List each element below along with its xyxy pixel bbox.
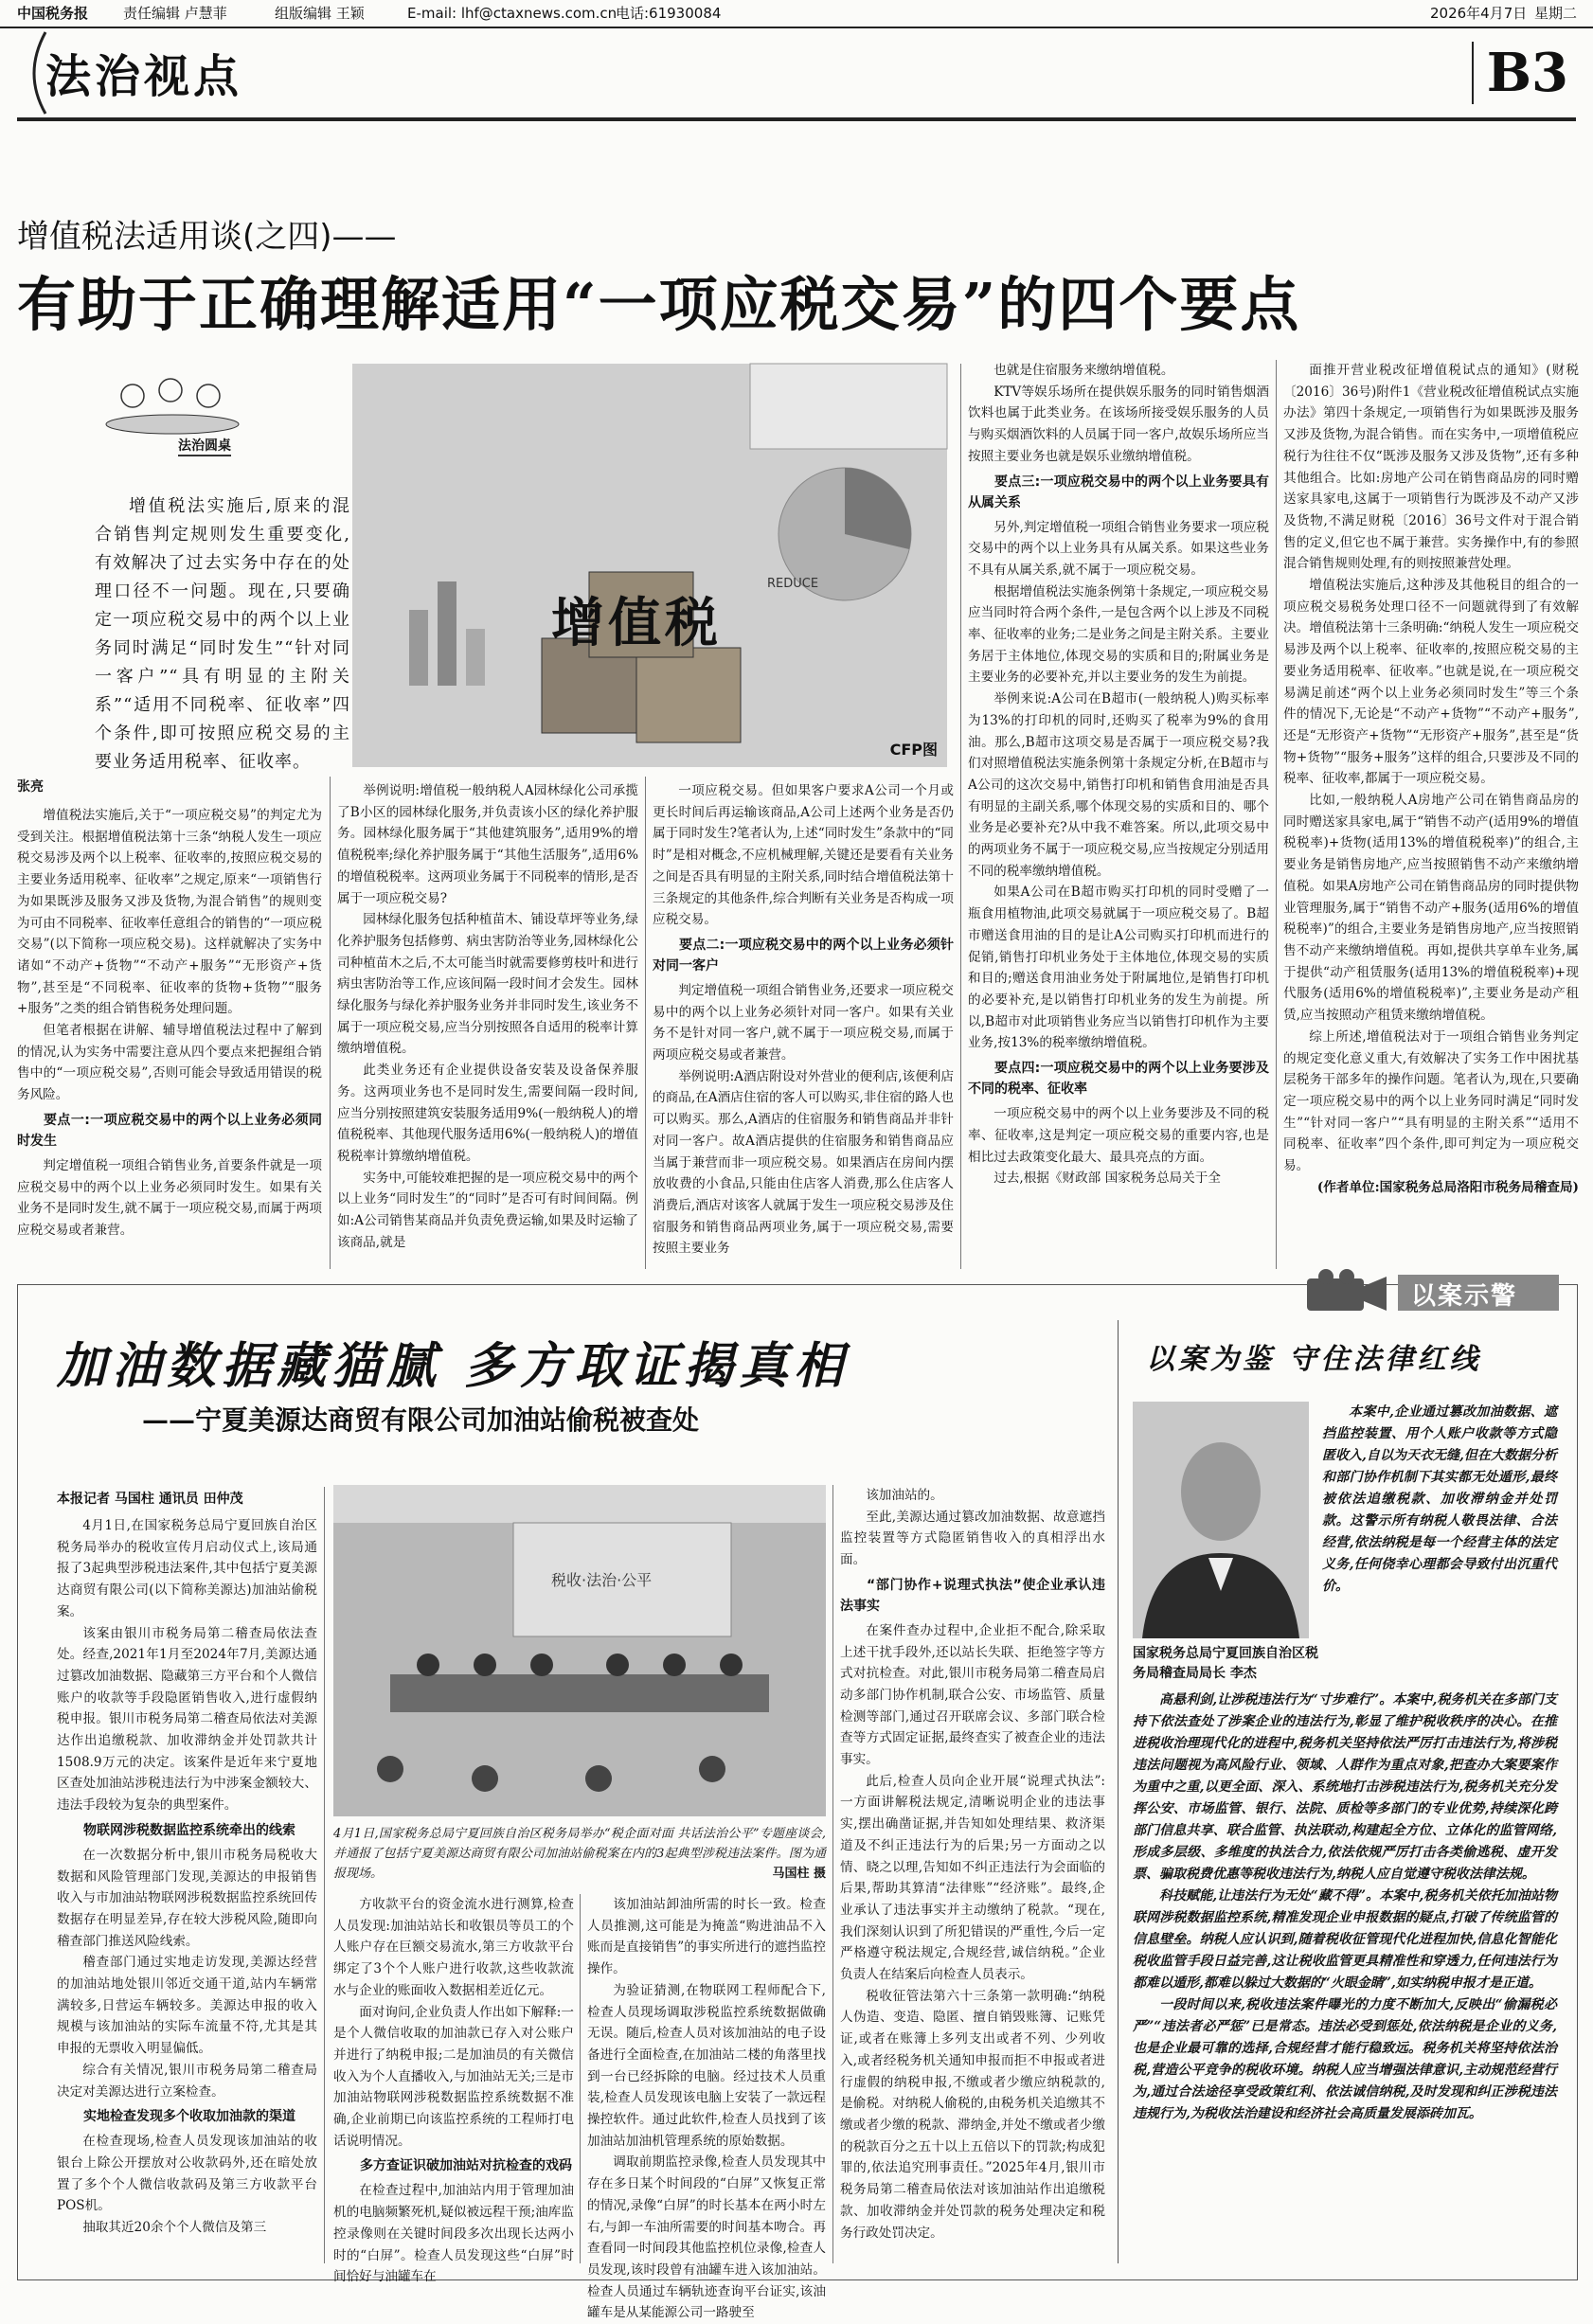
paragraph: 至此,美源达通过篡改加油数据、故意遮挡监控装置等方式隐匿销售收入的真相浮出水面。 xyxy=(840,1509,1105,1568)
paper-name: 中国税务报 xyxy=(17,5,89,22)
paragraph: 园林绿化服务包括种植苗木、铺设草坪等业务,绿化养护服务包括修剪、病虫害防治等业务,园林绿化公司种植苗木之后,不太可能当时就需要修剪枝叶和进行病虫害防治等工作,应该间隔一段时间才会发生。园林绿化服务与绿化养护服务业务并非同时发生,该业务不属于一项应税交易,应当分别按照各自适用的税率计算缴纳增值税。 xyxy=(337,912,638,1057)
column-rule xyxy=(832,1485,833,2263)
author-unit: (作者单位:国家税务总局洛阳市税务局稽查局) xyxy=(1316,1179,1579,1195)
paragraph: 高悬利剑,让涉税违法行为“寸步难行”。本案中,税务机关在多部门支持下依法查处了涉案企业的违法行为,彰显了维护税收秩序的决心。在推进税收治理现代化的进程中,税务机关坚持依法严厉打击违法行为,将涉税违法问题视为高风险行业、领域、人群作为重点对象,把查办大案要案作为重中之重,以更全面、深入、系统地打击涉税违法行为,税务机关充分发挥公安、市场监管、银行、法院、质检等多部门的专业优势,持续深化跨部门信息共享、联合监管、执法联动,构建起全方位、立体化的监管网络,形成多层级、多维度的执法合力,依法依规严厉打击各类偷逃税、虚开发票、骗取税费优惠等税收违法行为,纳税人应自觉遵守税收法律法规。 xyxy=(1133,1692,1557,1882)
roundtable-illustration-icon xyxy=(95,367,256,458)
paragraph: 方收款平台的资金流水进行测算,检查人员发现:加油站站长和收银员等员工的个人账户存在巨额交易流水,第三方收款平台绑定了3个个人账户进行收款,这些收款流水与企业的账面收入数据相差近亿元。 xyxy=(333,1897,574,1998)
sub4-heading: “部门协作+说理式执法”使企业承认违法事实 xyxy=(840,1577,1105,1614)
paragraph: 一段时间以来,税收违法案件曝光的力度不断加大,反映出“偷漏税必严”“违法者必严惩”已是常态。违法必受到惩处,依法纳税是企业的义务,也是企业最可靠的选择,合规经营才能行稳致远。税务机关将坚持依法治税,营造公平竞争的税收环境。纳税人应当增强法律意识,主动规范经营行为,通过合法途径享受政策红利、依法诚信纳税,及时发现和纠正涉税违法违规行为,为税收法治建设和经济社会高质量发展添砖加瓦。 xyxy=(1133,1997,1557,2121)
photo-credit: CFP图 xyxy=(889,741,938,759)
column-badge-label: 法治圆桌 xyxy=(178,436,231,456)
column-rule xyxy=(330,777,331,1269)
paragraph: 综合有关情况,银川市税务局第二稽查局决定对美源达进行立案检查。 xyxy=(57,2062,317,2100)
date: 2026年4月7日 xyxy=(1430,5,1528,22)
paragraph: 在检查现场,检查人员发现该加油站的收银台上除公开摆放对公收款码外,还在暗处放置了多个个人微信收款码及第三方收款平台POS机。 xyxy=(57,2134,317,2214)
paragraph: 为验证猜测,在物联网工程师配合下,检查人员现场调取涉税监控系统数据做确无误。随后,检查人员对该加油站的电子设备进行全面检查,在加油站二楼的角落里找到一台已经拆除的电脑。经过技术人员重装,检查人员发现该电脑上安装了一款远程操控软件。通过此软件,检查人员找到了该加油站加油机管理系统的原始数据。 xyxy=(587,1982,826,2149)
sub3-heading: 多方查证识破加油站对抗检查的戏码 xyxy=(360,2158,572,2174)
paragraph: 该案由银川市税务局第二稽查局依法查处。经查,2021年1月至2024年7月,美源达通过篡改加油数据、隐藏第三方平台和个人微信账户的收款等手段隐匿销售收入,进行虚假纳税申报。银川市税务局第二稽查局依法对美源达作出追缴税款、加收滞纳金并处罚款共计1508.9万元的决定。该案件是近年来宁夏地区查处加油站涉税违法行为中涉案金额较大、违法手段较为复杂的典型案件。 xyxy=(57,1625,317,1814)
article1-photo xyxy=(352,364,947,767)
sub1-heading: 物联网涉税数据监控系统牵出的线索 xyxy=(83,1822,295,1838)
case-badge xyxy=(1307,1269,1563,1314)
article1-col3 xyxy=(653,780,954,1269)
paragraph: 判定增值税一项组合销售业务,还要求一项应税交易中的两个以上业务必须针对同一客户。如果有关业务不是针对同一客户,就不属于一项应税交易,而属于两项应税交易或者兼营。 xyxy=(653,982,954,1064)
article1-col4 xyxy=(968,360,1269,1269)
paragraph: 科技赋能,让违法行为无处“藏不得”。本案中,税务机关依托加油站物联网涉税数据监控系统,精准发现企业申报数据的疑点,打破了传统监管的信息壁垒。纳税人应认识到,随着税收征管现代化进程加快,信息化智能化税收监管手段日益完善,这让税收监管更具精准性和穿透力,任何违法行为都难以遁形,都难以躲过大数据的“火眼金睛”,如实纳税申报才是正道。 xyxy=(1133,1888,1557,1991)
person-portrait-icon xyxy=(1133,1402,1309,1638)
paragraph: 调取前期监控录像,检查人员发现其中存在多日某个时间段的“白屏”又恢复正常的情况,录像“白屏”的时长基本在两小时左右,与卸一车油所需要的时间基本吻合。再查看同一时间段其他监控机位录像,检查人员发现,该时段曾有油罐车进入该加油站。检查人员通过车辆轨迹查询平台证实,该油罐车是从某能源公司一路驶至 xyxy=(587,2154,826,2321)
article2-col2b xyxy=(587,1894,826,2321)
paragraph: 增值税法实施后,这种涉及其他税目的组合的一项应税交易税务处理口径不一问题就得到了有效解决。增值税法第十三条明确:“纳税人发生一项应税交易涉及两个以上税率、征收率的,按照应税交易的主要业务适用税率、征收率。”也就是说,在一项应税交易满足前述“两个以上业务必须同时发生”等三个条件的情况下,无论是“不动产+货物”“不动产+服务”,还是“无形资产+货物”“无形资产+服务”,甚至是“货物+货物”“服务+服务”这样的组合,只要涉及不同的税率、征收率,都属于一项应税交易。 xyxy=(1283,578,1579,787)
paragraph: 综上所述,增值税法对于一项组合销售业务判定的规定变化意义重大,有效解决了实务工作中困扰基层税务干部多年的操作问题。笔者认为,现在,只要确定一项应税交易中的两个以上业务同时满足“同时发生”“针对同一客户”“具有明显的主附关系”“适用不同税率、征收率”四个条件,即可判定为一项应税交易。 xyxy=(1283,1028,1579,1174)
paragraph: 但笔者根据在讲解、辅导增值税法过程中了解到的情况,认为实务中需要注意从四个要点来把握组合销售中的“一项应税交易”,否则可能会导致适用错误的税务风险。 xyxy=(17,1023,322,1103)
article2-photo xyxy=(333,1485,826,1816)
paragraph: 过去,根据《财政部 国家税务总局关于全 xyxy=(993,1171,1221,1187)
paragraph: 稽查部门通过实地走访发现,美源达经营的加油站地处银川邻近交通干道,站内车辆常满较多,日营运车辆较多。美源达申报的收入规模与该加油站的实际车流量不符,尤其是其申报的无票收入明显偏低。 xyxy=(57,1955,317,2057)
column-rule xyxy=(580,1894,581,2263)
paragraph: 本案中,企业通过篡改加油数据、遮挡监控装置、用个人账户收款等方式隐匿收入,自以为天衣无缝,但在大数据分析和部门协作机制下其实都无处遁形,最终被依法追缴税款、加收滞纳金并处罚款。这警示所有纳税人敬畏法律、合法经营,依法纳税是每一个经营主体的法定义务,任何侥幸心理都会导致付出沉重代价。 xyxy=(1322,1404,1557,1594)
article1-headline: 有助于正确理解适用“一项应税交易”的四个要点 xyxy=(17,270,1301,339)
article1-col2 xyxy=(337,780,638,1269)
case-badge-label: 以案示警 xyxy=(1411,1282,1518,1311)
column-rule xyxy=(324,1487,325,2263)
article1-intro xyxy=(95,492,350,772)
phone: 电话:61930084 xyxy=(616,5,722,22)
sidebar-title-rule xyxy=(1133,1390,1134,1391)
paragraph: 也就是住宿服务来缴纳增值税。 xyxy=(993,363,1174,378)
paragraph: 此类业务还有企业提供设备安装及设备保养服务。这两项业务也不是同时发生,需要间隔一段时间,应当分别按照建筑安装服务适用9%(一般纳税人)的增值税税率、其他现代服务适用6%(一般纳税人)的增值税税率计算缴纳增值税。 xyxy=(337,1063,638,1164)
page-number: B3 xyxy=(1472,42,1568,104)
weekday: 星期二 xyxy=(1534,5,1578,22)
editor: 责任编辑 卢慧菲 xyxy=(123,5,227,22)
paragraph: 举例说明:A酒店附设对外营业的便利店,该便利店的商品,在A酒店住宿的客人可以购买,非住宿的路人也可以购买。那么,A酒店的住宿服务和销售商品并非针对同一客户。故A酒店提供的住宿服务和销售商品应当属于兼营而非一项应税交易。如果酒店在房间内摆放收费的小食品,只能由住店客人消费,那么住店客人消费后,酒店对该客人就属于发生一项应税交易涉及住宿服务和销售商品两项业务,属于一项应税交易,需要按照主要业务 xyxy=(653,1068,954,1257)
paragraph: 另外,判定增值税一项组合销售业务要求一项应税交易中的两个以上业务具有从属关系。如果这些业务不具有从属关系,就不属于一项应税交易。 xyxy=(968,519,1269,578)
article2-byline: 本报记者 马国柱 通讯员 田仲茂 xyxy=(57,1492,243,1507)
paragraph: 举例来说:A公司在B超市(一般纳税人)购买标率为13%的打印机的同时,还购买了税率为9%的食用油。那么,B超市这项交易是否属于一项应税交易?我们对照增值税法实施条例第十条规定分析,在B超市与A公司的这次交易中,销售打印机和销售食用油是否具有明显的主副关系,哪个体现交易的实质和目的、哪个业务是必要补充?从中我不难答案。所以,此项交易中的两项业务不属于一项应税交易,应当按规定分别适用不同的税率缴纳增值税。 xyxy=(968,691,1269,879)
paragraph: 面对询问,企业负责人作出如下解释:一是个人微信收取的加油款已存入对公账户并进行了纳税申报;二是加油员的有关微信收入为个人直播收入,与加油站无关;三是市加油站物联网涉税数据监控系统数据不准确,企业前期已向该监控系统的工程师打电话说明情况。 xyxy=(333,2004,574,2149)
article1-col1 xyxy=(17,805,322,1269)
article2-caption xyxy=(333,1824,826,1890)
email: E-mail: lhf@ctaxnews.com.cn xyxy=(407,5,618,22)
article2-subheadline: ——宁夏美源达商贸有限公司加油站偷税被查处 xyxy=(142,1404,700,1436)
paragraph: 税收征管法第六十三条第一款明确:“纳税人伪造、变造、隐匿、擅自销毁账簿、记账凭证,或者在账簿上多列支出或者不列、少列收入,或者经税务机关通知申报而拒不申报或者进行虚假的纳税申报,不缴或者少缴应纳税款的,是偷税。对纳税人偷税的,由税务机关追缴其不缴或者少缴的税款、滞纳金,并处不缴或者少缴的税款百分之五十以上五倍以下的罚款;构成犯罪的,依法追究刑事责任。”2025年4月,银川市税务局第二稽查局依法对该加油站作出追缴税款、加收滞纳金并处罚款的税务处理决定和税务行政处罚决定。 xyxy=(840,1988,1105,2241)
column-rule xyxy=(645,777,646,1269)
caption-text: 4月1日,国家税务总局宁夏回族自治区税务局举办“税企面对面 共话法治公平”专题座谈会,并通报了包括宁夏美源达商贸有限公司加油站偷税案在内的3起典型涉税违法案件。图为通报现场。 xyxy=(333,1827,826,1881)
layout-editor: 组版编辑 王颖 xyxy=(275,5,365,22)
sub2-heading: 实地检查发现多个收取加油款的渠道 xyxy=(83,2109,295,2125)
sidebar-body xyxy=(1133,1689,1557,2258)
paragraph: 在案件查办过程中,企业拒不配合,除采取上述干扰手段外,还以站长失联、拒绝签字等方式对抗检查。对此,银川市税务局第二稽查局启动多部门协作机制,联合公安、市场监管、质量检测等部门,通过召开联席会议、多部门联合检查等方式固定证据,最终查实了被查企业的违法事实。 xyxy=(840,1622,1105,1768)
photo-vat-text: 增值税 xyxy=(551,592,722,654)
caption-credit: 马国柱 摄 xyxy=(772,1867,826,1881)
article1-author: 张亮 xyxy=(17,779,44,795)
photo-screen-text: 税收·法治·公平 xyxy=(551,1571,653,1589)
paragraph: 该加油站的。 xyxy=(866,1488,943,1503)
article1-intro-text: 增值税法实施后,原来的混合销售判定规则发生重要变化,有效解决了过去实务中存在的处理口径不一问题。现在,只要确定一项应税交易中的两个以上业务同时满足“同时发生”“针对同一客户”“具有明显的主附关系”“适用不同税率、征收率”四个条件,即可按照应税交易的主要业务适用税率、征收率。 xyxy=(95,496,350,772)
paragraph: 抽取其近20余个个人微信及第三 xyxy=(82,2220,267,2236)
sidebar-title: 以案为鉴 守住法律红线 xyxy=(1146,1343,1482,1376)
article2-headline: 加油数据藏猫腻 多方取证揭真相 xyxy=(57,1337,850,1395)
article1-kicker: 增值税法适用谈(之四)—— xyxy=(17,218,397,256)
paragraph: 判定增值税一项组合销售业务,首要条件就是一项应税交易中的两个以上业务必须同时发生。如果有关业务不是同时发生,就不属于一项应税交易,而属于两项应税交易或者兼营。 xyxy=(17,1157,322,1238)
article2-col1 xyxy=(57,1515,317,2263)
calculator-chart-illustration-icon xyxy=(352,364,947,767)
paragraph: 4月1日,在国家税务总局宁夏回族自治区税务局举办的税收宣传月启动仪式上,该局通报了3起典型涉税违法案件,其中包括宁夏美源达商贸有限公司(以下简称美源达)加油站偷税案。 xyxy=(57,1518,317,1619)
paragraph: KTV等娱乐场所在提供娱乐服务的同时销售烟酒饮料也属于此类业务。在该场所接受娱乐服务的人员与购买烟酒饮料的人员属于同一客户,故娱乐场所应当按照主要业务也就是娱乐业缴纳增值税。 xyxy=(968,384,1269,464)
point1-heading: 要点一:一项应税交易中的两个以上业务必须同时发生 xyxy=(17,1112,322,1149)
paragraph: 在一次数据分析中,银川市税务局税收大数据和风险管理部门发现,美源达的申报销售收入与市加油站物联网涉税数据监控系统回传数据存在明显差异,存在较大涉税风险,随即向稽查部门推送风险线索。 xyxy=(57,1847,317,1949)
column-badge xyxy=(95,367,256,458)
article1-col5 xyxy=(1283,360,1579,1254)
meeting-room-illustration-icon xyxy=(333,1485,826,1816)
masthead-rule xyxy=(17,117,1576,121)
sidebar-person-caption: 国家税务总局宁夏回族自治区税务局稽查局局长 李杰 xyxy=(1133,1646,1318,1681)
sidebar-portrait xyxy=(1133,1402,1309,1638)
paragraph: 在检查过程中,加油站内用于管理加油机的电脑频繁死机,疑似被远程干预;油库监控录像则在关键时间段多次出现长达两小时的“白屏”。检查人员发现这些“白屏”时间恰好与油罐车在 xyxy=(333,2183,574,2285)
masthead xyxy=(17,32,1576,116)
page-header-bar xyxy=(0,0,1593,28)
paragraph: 此后,检查人员向企业开展“说理式执法”:一方面讲解税法规定,清晰说明企业的违法事实,摆出确凿证据,并告知如处理结果、救济渠道及不纠正违法行为的后果;另一方面动之以情、晓之以理,告知如不纠正违法行为会面临的后果,帮助其算清“法律账”“经济账”。最终,企业承认了违法事实并主动缴纳了税款。“现在,我们深刻认识到了所犯错误的严重性,今后一定严格遵守税法规定,合规经营,诚信纳税。”企业负责人在结案后向检查人员表示。 xyxy=(840,1773,1105,1983)
point4-heading: 要点四:一项应税交易中的两个以上业务要涉及不同的税率、征收率 xyxy=(968,1061,1269,1098)
paragraph: 举例说明:增值税一般纳税人A园林绿化公司承揽了B小区的园林绿化服务,并负责该小区的绿化养护服务。园林绿化服务属于“其他建筑服务”,适用9%的增值税税率;绿化养护服务属于“其他生活服务”,适用6%的增值税税率。这两项业务属于不同税率的情形,是否属于一项应税交易? xyxy=(337,783,638,906)
point3-heading: 要点三:一项应税交易中的两个以上业务要具有从属关系 xyxy=(968,474,1269,510)
paragraph: 面推开营业税改征增值税试点的通知》(财税〔2016〕36号)附件1《营业税改征增值税试点实施办法》第四十条规定,一项销售行为如果既涉及服务又涉及货物,为混合销售。而在实务中,一项增值税应税行为往往不仅“既涉及服务又涉及货物”,还有多种其他组合。比如:房地产公司在销售商品房的同时赠送家具家电,这属于一项销售行为既涉及不动产又涉及货物,不满足财税〔2016〕36号文件对于混合销售的定义,但它也不属于兼营。实务操作中,有的参照混合销售规则处理,有的则按照兼营处理。 xyxy=(1283,363,1579,572)
paragraph: 根据增值税法实施条例第十条规定,一项应税交易应当同时符合两个条件,一是包含两个以上涉及不同税率、征收率的业务;二是业务之间是主附关系。主要业务居于主体地位,体现交易的实质和目的;附属业务是主要业务的必要补充,并以主要业务的发生为前提。 xyxy=(968,583,1269,686)
article2-col3 xyxy=(840,1485,1105,2263)
paragraph: 该加油站卸油所需的时长一致。检查人员推测,这可能是为掩盖“购进油品不入账而是直接销售”的事实所进行的遮挡监控操作。 xyxy=(587,1897,826,1977)
paragraph: 增值税法实施后,关于“一项应税交易”的判定尤为受到关注。根据增值税法第十三条“纳税人发生一项应税交易涉及两个以上税率、征收率的,按照应税交易的主要业务适用税率、征收率”之规定,原来“一项销售行为如果既涉及服务又涉及货物,为混合销售”的规则变为可由不同税率、征收率任意组合的销售的“一项应税交易”(以下简称一项应税交易)。这样就解决了实务中诸如“不动产+货物”“不动产+服务”“无形资产+货物”,甚至是“不同税率、征收率的货物+货物”“服务+服务”之类的组合销售税务处理问题。 xyxy=(17,808,322,1017)
article2-col2 xyxy=(333,1894,574,2285)
paragraph: 如果A公司在B超市购买打印机的同时受赠了一瓶食用植物油,此项交易就属于一项应税交易了。B超市赠送食用油的目的是让A公司购买打印机而进行的促销,销售打印机业务处于主体地位,体现交易的实质和目的;赠送食用油业务处于附属地位,是销售打印机的必要补充,是以销售打印机业务的发生为前提。所以,B超市对此项销售业务应当以销售打印机作为主要业务,按13%的税率缴纳增值税。 xyxy=(968,885,1269,1051)
paragraph: 实务中,可能较难把握的是一项应税交易中的两个以上业务“同时发生”的“同时”是否可有时间间隔。例如:A公司销售某商品并负责免费运输,如果及时运输了该商品,就是 xyxy=(337,1170,638,1250)
sidebar-body-top xyxy=(1322,1402,1557,1686)
section-title: 法治视点 xyxy=(45,50,243,103)
column-rule xyxy=(960,364,961,1269)
point2-heading: 要点二:一项应税交易中的两个以上业务必须针对同一客户 xyxy=(653,937,954,974)
paragraph: 比如,一般纳税人A房地产公司在销售商品房的同时赠送家具家电,属于“销售不动产(适用9%的增值税税率)+货物(适用13%的增值税税率)”的组合,主要业务是销售房地产,应当按照销售不动产来缴纳增值税。如果A房地产公司在销售商品房的同时提供物业管理服务,属于“销售不动产+服务(适用6%的增值税税率)”的组合,主要业务是销售房地产,应当按照销售不动产来缴纳增值税。再如,提供共享单车业务,属于提供“动产租赁服务(适用13%的增值税税率)+现代服务(适用6%的增值税税率)”,主要业务是动产租赁,应当按照动产租赁来缴纳增值税。 xyxy=(1283,793,1579,1024)
photo-tag: REDUCE xyxy=(767,577,819,591)
paragraph: 一项应税交易中的两个以上业务要涉及不同的税率、征收率,这是判定一项应税交易的重要内容,也是相比过去政策变化最大、最具亮点的方面。 xyxy=(968,1106,1269,1165)
paragraph: 一项应税交易。但如果客户要求A公司一个月或更长时间后再运输该商品,A公司上述两个业务是否仍属于同时发生?笔者认为,上述“同时发生”条款中的“同时”是相对概念,不应机械理解,关键还是要看有关业务之间是否具有明显的主附关系,同时结合增值税法第十三条规定的其他条件,综合判断有关业务是否构成一项应税交易。 xyxy=(653,783,954,928)
column-rule xyxy=(1276,360,1277,1269)
